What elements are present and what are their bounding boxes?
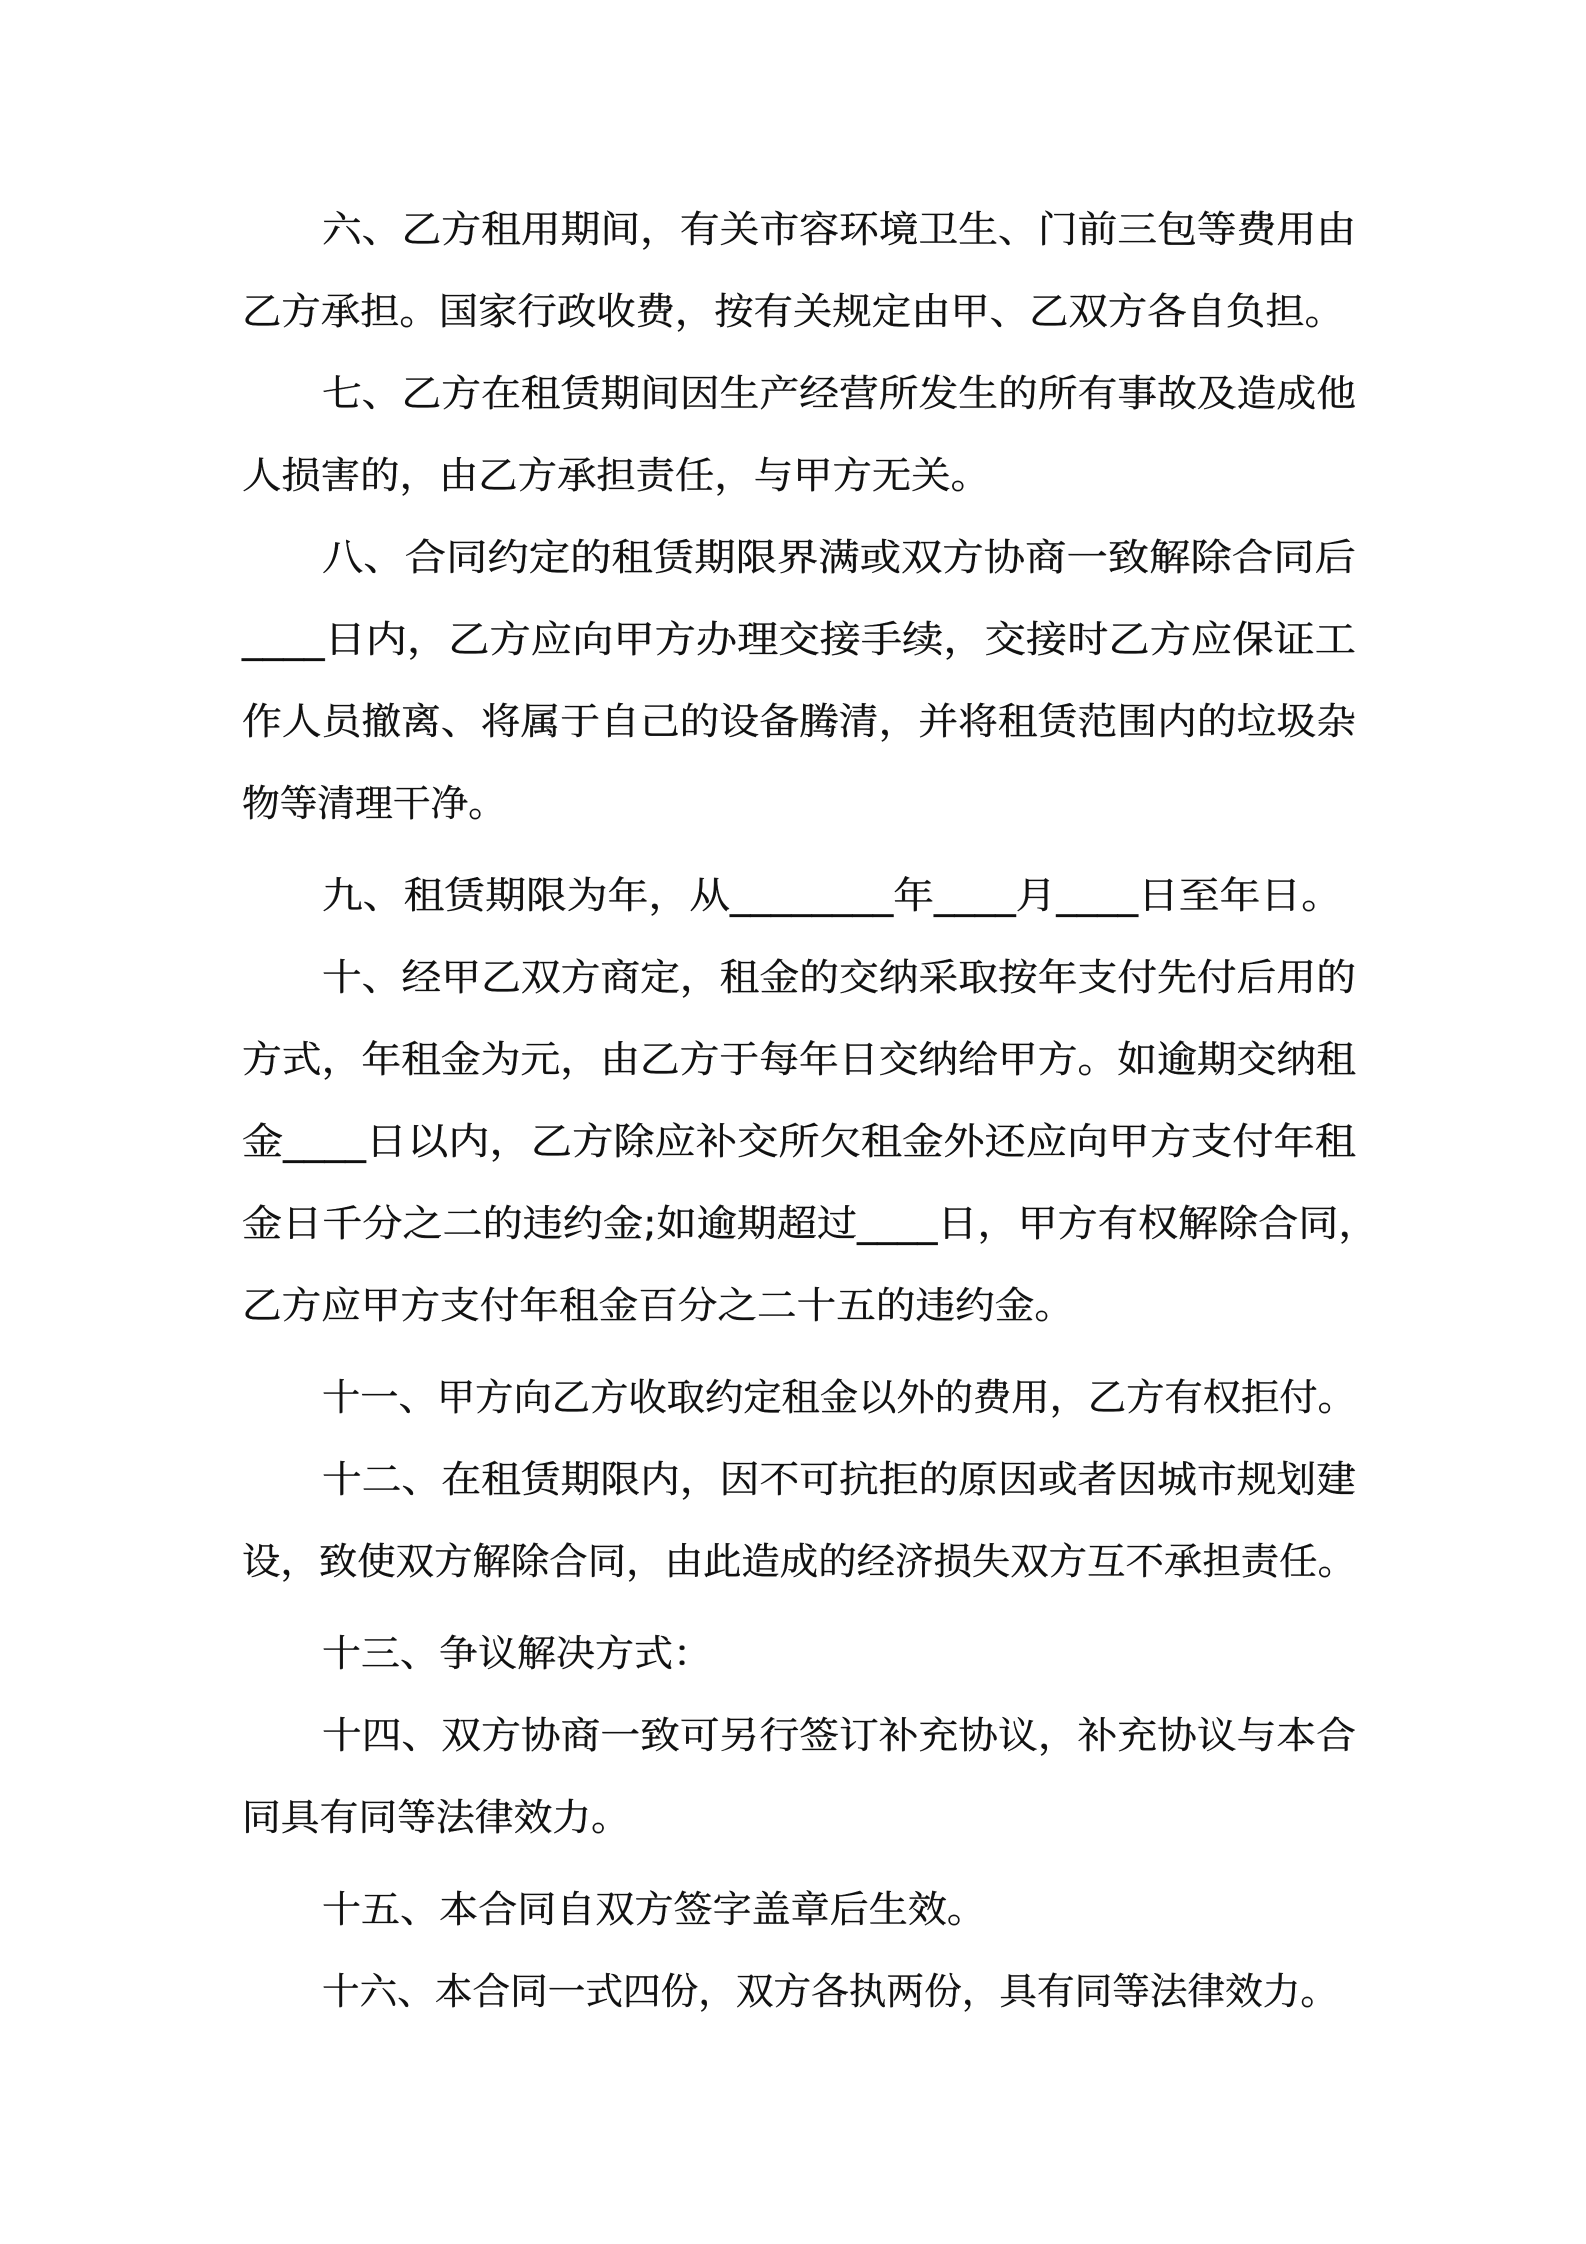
- clause-10-line-4: 金日千分之二的违约金;如逾期超过____日，甲方有权解除合同，: [242, 1202, 1379, 1245]
- clause-14-line-2: 同具有同等法律效力。: [242, 1796, 630, 1839]
- clause-15-line-1: 十五、本合同自双方签字盖章后生效。: [322, 1888, 986, 1931]
- clause-13-line-1: 十三、争议解决方式：: [322, 1632, 713, 1675]
- clause-7-line-1: 七、乙方在租赁期间因生产经营所发生的所有事故及造成他: [322, 372, 1356, 415]
- clause-16-line-1: 十六、本合同一式四份，双方各执两份，具有同等法律效力。: [322, 1970, 1338, 2013]
- clause-8-line-1: 八、合同约定的租赁期限界满或双方协商一致解除合同后: [322, 536, 1356, 579]
- clause-10-line-3: 金____日以内，乙方除应补交所欠租金外还应向甲方支付年租: [242, 1120, 1356, 1163]
- clause-12-line-1: 十二、在租赁期限内，因不可抗拒的原因或者因城市规划建: [322, 1458, 1356, 1501]
- clause-8-line-2: ____日内，乙方应向甲方办理交接手续，交接时乙方应保证工: [242, 618, 1356, 661]
- clause-14-line-1: 十四、双方协商一致可另行签订补充协议，补充协议与本合: [322, 1714, 1356, 1757]
- clause-8-line-4: 物等清理干净。: [242, 782, 506, 825]
- clause-6-line-2: 乙方承担。国家行政收费，按有关规定由甲、乙双方各自负担。: [242, 290, 1344, 333]
- clause-6-line-1: 六、乙方租用期间，有关市容环境卫生、门前三包等费用由: [322, 208, 1356, 251]
- clause-7-line-2: 人损害的，由乙方承担责任，与甲方无关。: [242, 454, 990, 497]
- clause-9-line-1: 九、租赁期限为年，从________年____月____日至年日。: [322, 874, 1342, 917]
- clause-11-line-1: 十一、甲方向乙方收取约定租金以外的费用，乙方有权拒付。: [322, 1376, 1356, 1419]
- clause-8-line-3: 作人员撤离、将属于自己的设备腾清，并将租赁范围内的垃圾杂: [242, 700, 1357, 743]
- clause-10-line-2: 方式，年租金为元，由乙方于每年日交纳给甲方。如逾期交纳租: [242, 1038, 1357, 1081]
- clause-10-line-1: 十、经甲乙双方商定，租金的交纳采取按年支付先付后用的: [322, 956, 1356, 999]
- clause-10-line-5: 乙方应甲方支付年租金百分之二十五的违约金。: [242, 1284, 1075, 1327]
- clause-12-line-2: 设，致使双方解除合同，由此造成的经济损失双方互不承担责任。: [242, 1540, 1356, 1583]
